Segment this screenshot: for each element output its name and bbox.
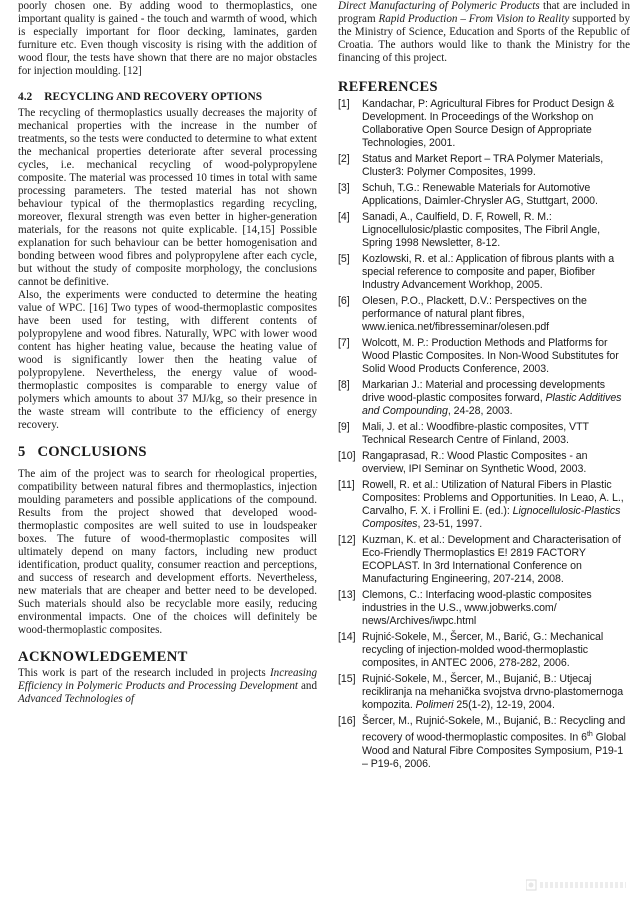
reference-text-part: Šercer, M., Rujnić-Sokele, M., Bujanić, B.: Recycling and recovery of wood-thermoplastic composites. In 6 bbox=[362, 715, 626, 744]
reference-text: Kandachar, P: Agricultural Fibres for Product Design & Development. In Proceedings of the Workshop on Collaborative Open Source Design of Appropriate Technologies, 2001. bbox=[362, 98, 615, 149]
acknowledgement-heading: ACKNOWLEDGEMENT bbox=[18, 649, 188, 665]
paragraph-recycling-1: The recycling of thermoplastics usually decreases the majority of mechanical properties with the increase in the number of treatments, so the tests were conducted to determine to what extent the mechanical properties deteriorate after several processing cycles, i.e. mechanical recycling of wood-polypropylene composite. The material was processed 10 times in total with same processing parameters. The tested material has not shown behaviour typical of the thermoplastics regarding recycling, moreover, flexural strength was even better in higher-generation materials, for the reasons not quite explicable. [14,15] Possible explanation for such behaviour can be better homogenisation and bonding between wood fibres and polypropylene after each cycle, but without the study of composite morphology, the conclusions cannot be definitive. bbox=[18, 107, 317, 288]
reference-number: [8] bbox=[338, 379, 350, 391]
ack-program-title: Rapid Production – From Vision to Reality bbox=[378, 13, 570, 25]
reference-item bbox=[338, 673, 630, 712]
paragraph-acknowledgement bbox=[18, 667, 317, 706]
section-title: CONCLUSIONS bbox=[37, 444, 147, 460]
ack-project-title: Direct Manufacturing of Polymeric Products bbox=[338, 0, 540, 12]
ack-project-title: Increasing Efficiency in Polymeric Products and Processing Development bbox=[18, 667, 317, 692]
reference-text bbox=[362, 715, 630, 771]
reference-text-part: Rujnić-Sokele, M., Šercer, M., Bujanić, B.: Utjecaj recikliranja na mehanička svojstva drvno-plastomernoga kompozita. bbox=[362, 673, 624, 711]
reference-text-part: , 23-51, 1997. bbox=[417, 518, 483, 530]
reference-item bbox=[338, 153, 630, 179]
section-5-heading bbox=[18, 444, 317, 461]
reference-number: [16] bbox=[338, 715, 356, 727]
ack-text: that are included in program bbox=[338, 0, 630, 25]
reference-item bbox=[338, 295, 630, 334]
reference-text: Mali, J. et al.: Woodfibre-plastic composites, VTT Technical Research Centre of Finland, 2003. bbox=[362, 421, 589, 446]
reference-item bbox=[338, 98, 630, 150]
reference-item bbox=[338, 479, 630, 531]
reference-item bbox=[338, 379, 630, 418]
reference-text-part: , 24-28, 2003. bbox=[447, 405, 513, 417]
reference-text: Wolcott, M. P.: Production Methods and Platforms for Wood Plastic Composites. In Non-Wood Substitutes for Solid Wood Products Conference, 2003. bbox=[362, 337, 619, 375]
reference-title-italic: Plastic Additives and Compounding bbox=[362, 392, 622, 417]
reference-number: [15] bbox=[338, 673, 356, 685]
reference-item bbox=[338, 337, 630, 376]
reference-number: [14] bbox=[338, 631, 356, 643]
reference-number: [3] bbox=[338, 182, 350, 194]
reference-number: [13] bbox=[338, 589, 356, 601]
paragraph-intro: poorly chosen one. By adding wood to thermoplastics, one important quality is gained - the touch and warmth of wood, which is especially important for floor decking, laminates, garden furniture etc. Even though viscosity is rising with the addition of wood flour, the tests have shown that there are no major obstacles for injection moulding. [12] bbox=[18, 0, 317, 77]
section-number: 5 bbox=[18, 444, 26, 460]
reference-number: [1] bbox=[338, 98, 350, 110]
reference-number: [6] bbox=[338, 295, 350, 307]
section-title: RECYCLING AND RECOVERY OPTIONS bbox=[44, 91, 263, 103]
reference-text: Olesen, P.O., Plackett, D.V.: Perspectives on the performance of natural plant fibres, www.ienica.net/fibresseminar/olesen.pdf bbox=[362, 295, 587, 333]
reference-number: [9] bbox=[338, 421, 350, 433]
reference-number: [2] bbox=[338, 153, 350, 165]
ack-text: This work is part of the research included in projects bbox=[18, 667, 270, 679]
reference-text bbox=[362, 479, 630, 531]
reference-item bbox=[338, 631, 630, 670]
reference-text-part: 25(1-2), 12-19, 2004. bbox=[453, 699, 555, 711]
reference-text bbox=[362, 673, 630, 712]
reference-item bbox=[338, 450, 630, 476]
left-column bbox=[18, 0, 317, 706]
section-4-2-heading bbox=[18, 91, 317, 103]
reference-text: Schuh, T.G.: Renewable Materials for Automotive Applications, Daimler-Chrysler AG, Stuttgart, 2000. bbox=[362, 182, 598, 207]
reference-item bbox=[338, 715, 630, 771]
reference-text bbox=[362, 379, 630, 418]
ack-project-title: Advanced Technologies of bbox=[18, 693, 135, 705]
reference-item bbox=[338, 211, 630, 250]
reference-text: Clemons, C.: Interfacing wood-plastic composites industries in the U.S., www.jobwerks.com/ news/Archives/iwpc.html bbox=[362, 589, 592, 627]
section-number: 4.2 bbox=[18, 91, 33, 103]
references-heading: REFERENCES bbox=[338, 79, 438, 95]
reference-superscript: th bbox=[586, 731, 593, 738]
reference-title-italic: Lignocellulosic-Plastics Composites bbox=[362, 505, 621, 530]
ack-text: and bbox=[298, 680, 317, 692]
reference-item bbox=[338, 421, 630, 447]
reference-text: Sanadi, A., Caulfield, D. F, Rowell, R. M.: Lignocellulosic/plastic composites, The Fibril Angle, Spring 1998 Newsletter, 8-12. bbox=[362, 211, 600, 249]
reference-number: [10] bbox=[338, 450, 356, 462]
reference-text: Kozlowski, R. et al.: Application of fibrous plants with a special reference to composite and paper, Biofiber Industry Advancement Workhop, 2005. bbox=[362, 253, 615, 291]
reference-text-part: Markarian J.: Material and processing developments drive wood-plastic composites forward, bbox=[362, 379, 606, 404]
reference-text: Rujnić-Sokele, M., Šercer, M., Barić, G.: Mechanical recycling of injection-molded wood-thermoplastic composites, in ANTEC 2006, 278-282, 2006. bbox=[362, 631, 604, 669]
reference-text: Rangaprasad, R.: Wood Plastic Composites - an overview, IPI Seminar on Synthetic Wood, 2003. bbox=[362, 450, 588, 475]
reference-number: [5] bbox=[338, 253, 350, 265]
reference-text-part: Rowell, R. et al.: Utilization of Natural Fibers in Plastic Composites: Problems and Opportunities. In Leao, A. L., Carvalho, F. X. i Frollini E. (ed.): bbox=[362, 479, 624, 517]
reference-number: [4] bbox=[338, 211, 350, 223]
reference-number: [7] bbox=[338, 337, 350, 349]
reference-text: Status and Market Report – TRA Polymer Materials, Cluster3: Polymer Composites, 1999. bbox=[362, 153, 604, 178]
reference-number: [11] bbox=[338, 479, 355, 491]
reference-item bbox=[338, 182, 630, 208]
reference-number: [12] bbox=[338, 534, 356, 546]
watermark-logo bbox=[526, 878, 630, 892]
right-column bbox=[338, 0, 630, 774]
paragraph-conclusions: The aim of the project was to search for rheological properties, compatibility between natural fibres and thermoplastics, injection moulding parameters and possible applications of the compound. Results from the project showed that developed wood-thermoplastic composites are well suited to use in loudspeaker boxes. The future of wood-thermoplastic composites will ultimately depend on many factors, including new product identification, product quality, consumer reaction and perceptions, and success of research and development efforts. Nevertheless, new materials that are cheaper and better need to be developed. Such materials should also be recyclable more easily, reducing environmental impacts. One of the choices will definitely be wood-thermoplastic composites. bbox=[18, 468, 317, 636]
paragraph-recycling-2: Also, the experiments were conducted to determine the heating value of WPC. [16] Two types of wood-thermoplastic composites have been used for testing, with different contents of polypropylene and wood fibres. Naturally, WPC with lower wood content has higher heating value, because the heating value of wood is significantly lower then the heating value of polypropylene. Nevertheless, the energy value of wood-thermoplastic composites is comparable to energy value of polymers which amounts to about 37 MJ/kg, so their presence in the waste stream will contribute to the efficiency of energy recovery. bbox=[18, 289, 317, 431]
reference-item bbox=[338, 253, 630, 292]
ack-text: supported by the Ministry of Science, Education and Sports of the Republic of Croatia. The authors would like to thank the Ministry for the financing of this project. bbox=[338, 13, 630, 64]
reference-text-part: Global Wood and Natural Fibre Composites Symposium, P19-1 – P19-6, 2006. bbox=[362, 731, 626, 770]
references-list bbox=[338, 98, 630, 771]
reference-item bbox=[338, 534, 630, 586]
reference-text: Kuzman, K. et al.: Development and Characterisation of Eco-Friendly Thermoplastics E! 2819 FACTORY ECOPLAST. In 3rd International Conference on Manufacturing Engineering, 207-214, 2008. bbox=[362, 534, 621, 585]
reference-item bbox=[338, 589, 630, 628]
reference-title-italic: Polimeri bbox=[415, 699, 454, 711]
paragraph-acknowledgement-cont bbox=[338, 0, 630, 65]
